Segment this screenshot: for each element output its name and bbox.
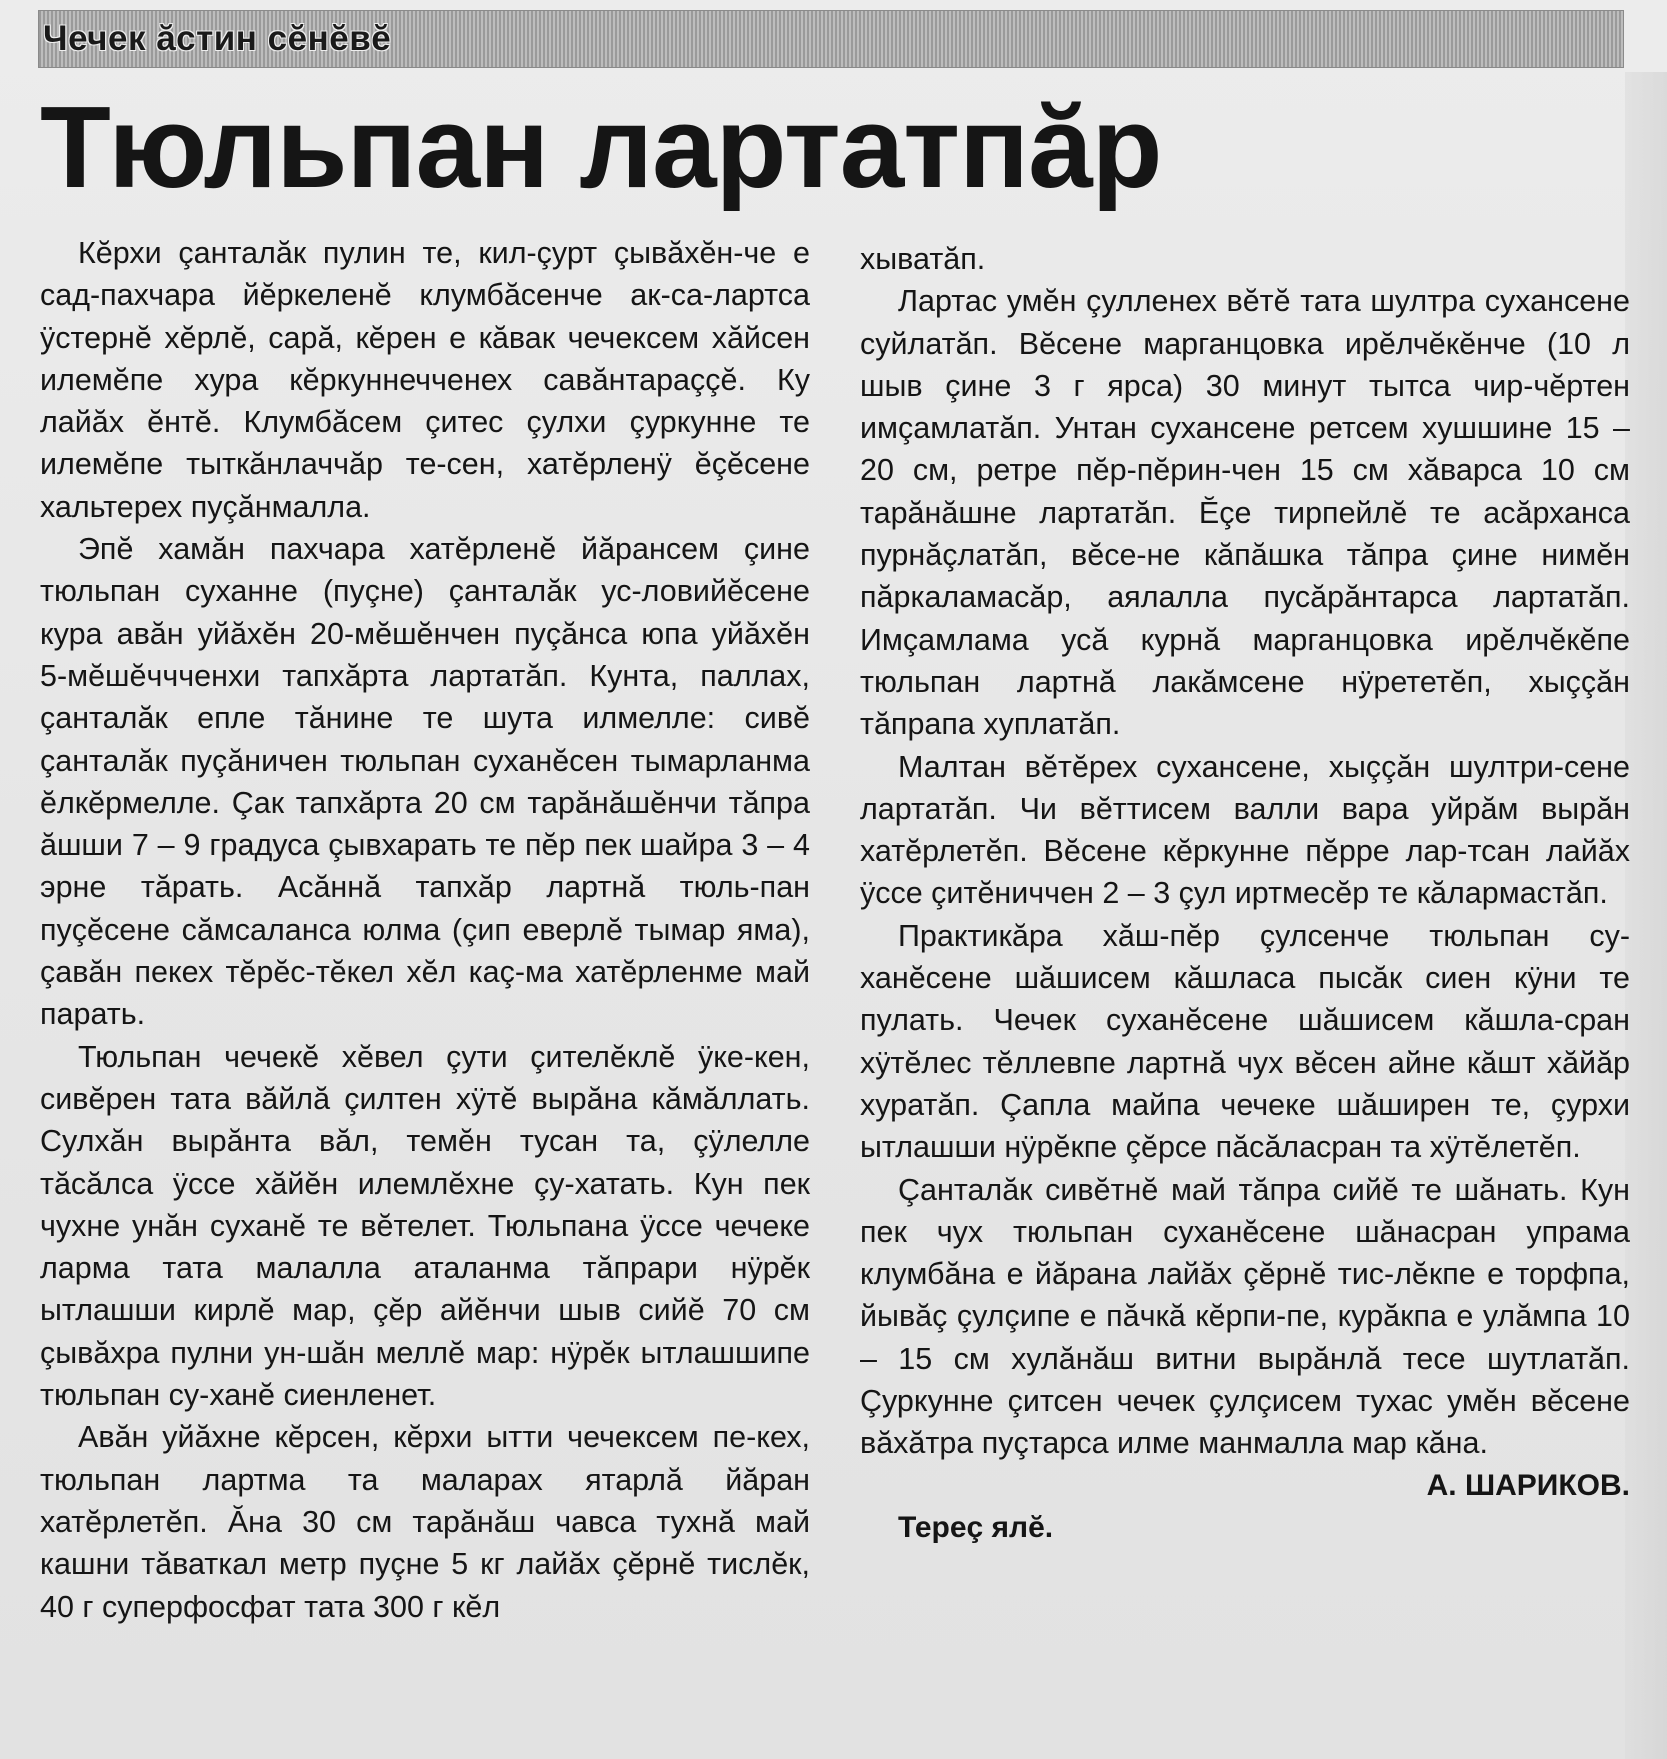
article-headline: Тюльпан лартатпăр [40,82,1162,212]
article-paragraph: Малтан вĕтĕрех сухансене, хыççăн шултри-сене лартатăп. Чи вĕттисем валли вара уйрăм вырăн хатĕрлетĕп. Вĕсене кĕркунне пĕрре лар-тсан лайăх ÿссе çитĕниччен 2 – 3 çул иртмесĕр те кăлармастăп. [860,749,1630,911]
article-paragraph: Практикăра хăш-пĕр çулсенче тюльпан су-ханĕсене шăшисем кăшласа пысăк сиен кÿни те пулать. Чечек суханĕсене шăшисем кăшла-сран хÿтĕлес тĕллевпе лартнă чух вĕсен айне кăшт хăйăр хуратăп. Çапла майпа чечеке шăширен те, çурхи ытлашши нÿрĕкпе çĕрсе пăсăласран та хÿтĕлетĕп. [860,918,1630,1165]
article-author: А. ШАРИКОВ. [1426,1468,1630,1502]
article-paragraph: Кĕрхи çанталăк пулин те, кил-çурт çывăхĕн-че е сад-пахчара йĕркеленĕ клумбăсенче ак-са-лартса ÿстернĕ хĕрлĕ, сарă, кĕрен е кăвак чечексем хăйсен илемĕпе хура кĕркуннечченех савăнтараççĕ. Ку лайăх ĕнтĕ. Клумбăсем çитес çулхи çуркунне те илемĕпе тыткăнлаччăр те-сен, хатĕрленÿ ĕçĕсене хальтерех пуçăнмалла. [40,236,810,524]
rubric-bar [38,10,1624,68]
adjacent-page-bleed [1625,72,1667,1759]
article-paragraph: Тюльпан чечекĕ хĕвел çути çителĕклĕ ÿке-кен, сивĕрен тата вăйлă çилтен хÿтĕ вырăна кăмăллать. Сулхăн вырăнта вăл, темĕн тусан та, çÿлелле тăсăлса ÿссе хăйĕн илемлĕхне çу-хатать. Кун пек чухне унăн суханĕ те вĕтелет. Тюльпана ÿссе чечеке ларма тата малалла аталанма тăпрари нÿрĕк ытлашши кирлĕ мар, çĕр айĕнчи шыв сийĕ 70 см çывăхра пулни ун-шăн меллĕ мар: нÿрĕк ытлашшипе тюльпан су-ханĕ сиенленет. [40,1039,810,1413]
article-column-left [40,232,810,1628]
article-paragraph: Авăн уйăхне кĕрсен, кĕрхи ытти чечексем пе-кех, тюльпан лартма та маларах ятарлă йăран хатĕрлетĕп. Ăна 30 см тарăнăш чавса тухнă май кашни тăваткал метр пуçне 5 кг лайăх çĕрнĕ тислĕк, 40 г суперфосфат тата 300 г кĕл [40,1420,810,1624]
article-paragraph: Лартас умĕн çулленех вĕтĕ тата шултра сухансене суйлатăп. Вĕсене марганцовка ирĕлчĕкĕнче (10 л шыв çине 3 г ярса) 30 минут тытса чир-чĕртен имçамлатăп. Унтан сухансене ретсем хушшине 15 – 20 см, ретре пĕр-пĕрин-чен 15 см хăварса 10 см тарăнăшне лартатăп. Ĕçе тирпейлĕ те асăрханса пурнăçлатăп, вĕсе-не кăпăшка тăпра çине нимĕн пăркаламасăр, аялалла пусăрăнтарса лартатăп. Имçамлама усă курнă марганцовка ирĕлчĕкĕпе тюльпан лартнă лакăмсене нÿрететĕп, хыççăн тăпрапа хуплатăп. [860,284,1630,742]
rubric-label: Чечек ăстин сĕнĕвĕ [43,19,392,58]
article-paragraph-continuation: хыватăп. [860,242,986,276]
article-column-right [860,238,1630,1549]
author-location: Тереç ялĕ. [898,1510,1054,1544]
article-paragraph: Çанталăк сивĕтнĕ май тăпра сийĕ те шăнать. Кун пек чух тюльпан суханĕсене шăнасран упрама клумбăна е йăрана лайăх çĕрнĕ тис-лĕкпе е торфпа, йывăç çулçипе е пăчкă кĕрпи-пе, курăкпа е улăмпа 10 – 15 см хулăнăш витни вырăнлă тесе шутлатăп. Çуркунне çитсен чечек çулçисем тухас умĕн вĕсене вăхăтра пуçтарса илме манмалла мар кăна. [860,1172,1630,1461]
article-paragraph: Эпĕ хамăн пахчара хатĕрленĕ йăрансем çине тюльпан суханне (пуçне) çанталăк ус-ловийĕсене кура авăн уйăхĕн 20-мĕшĕнчен пуçăнса юпа уйăхĕн 5-мĕшĕччченхи тапхăрта лартатăп. Кунта, паллах, çанталăк епле тăнине те шута илмелле: сивĕ çанталăк пуçăничен тюльпан суханĕсен тымарланма ĕлкĕрмелле. Çак тапхăрта 20 см тарăнăшĕнчи тăпра ăшши 7 – 9 градуса çывхарать те пĕр пек шайра 3 – 4 эрне тăрать. Асăннă тапхăр лартнă тюль-пан пуçĕсене сăмсаланса юлма (çип еверлĕ тымар яма), çавăн пекех тĕрĕс-тĕкел хĕл каç-ма хатĕрленме май парать. [40,532,810,1032]
